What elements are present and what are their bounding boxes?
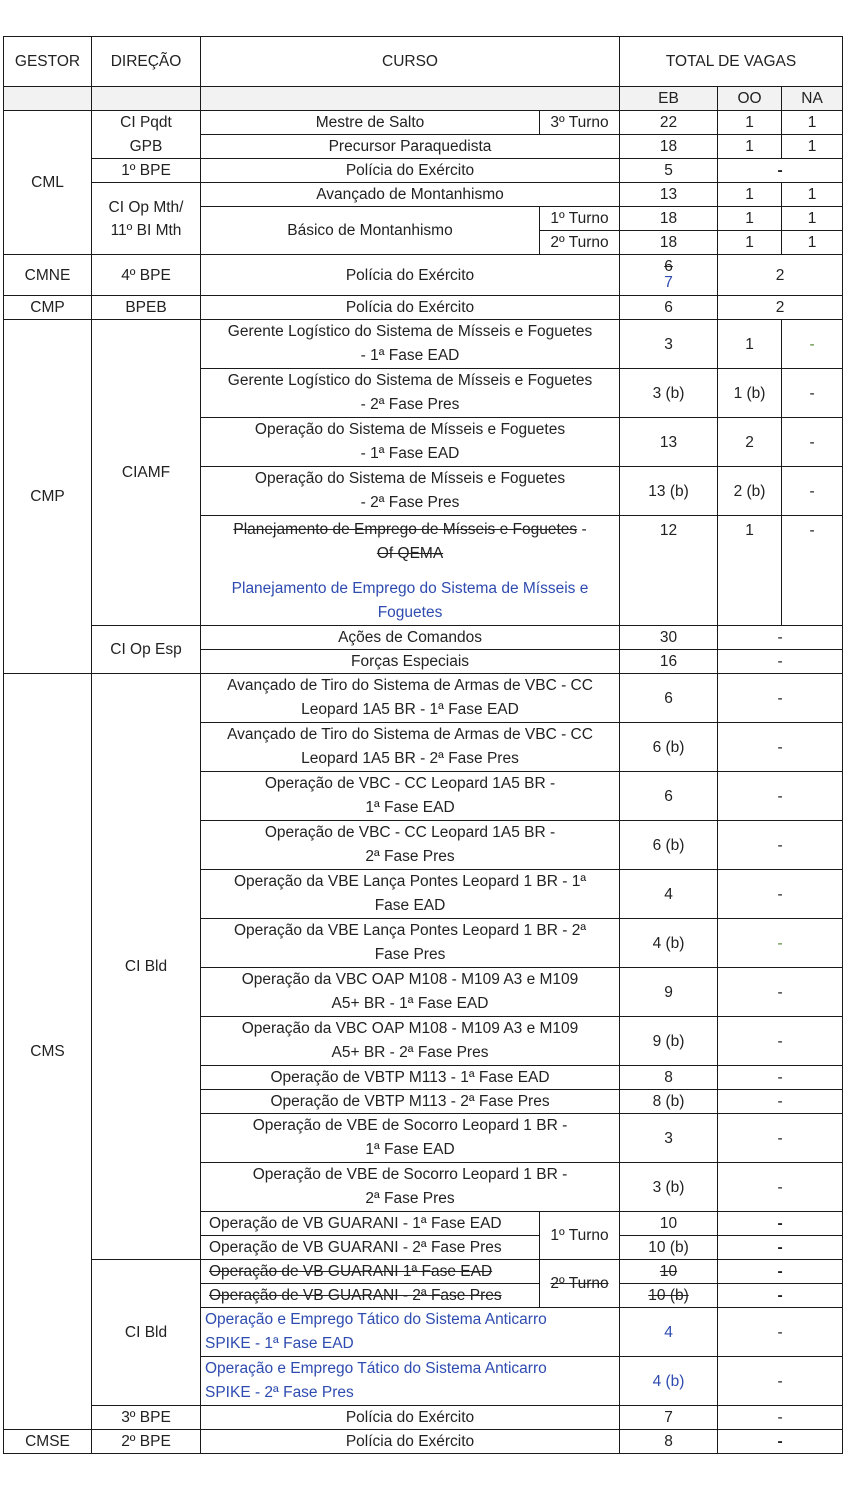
eb-cell: 22 bbox=[620, 111, 718, 135]
oo-na-cell: - bbox=[718, 772, 843, 821]
curso-line: 2ª Fase Pres bbox=[365, 1190, 455, 1207]
curso-cell bbox=[201, 1017, 620, 1066]
curso-cell bbox=[201, 674, 620, 723]
turno-cell: 2º Turno bbox=[540, 231, 620, 255]
curso-cell: Polícia do Exército bbox=[201, 1406, 620, 1430]
oo-cell: 1 bbox=[718, 231, 782, 255]
oo-na-cell: 2 bbox=[718, 296, 843, 320]
oo-na-cell: - bbox=[718, 1236, 843, 1260]
eb-cell: 10 bbox=[620, 1260, 718, 1284]
eb-cell: 8 bbox=[620, 1430, 718, 1454]
eb-cell: 6 (b) bbox=[620, 821, 718, 870]
curso-line: Fase EAD bbox=[374, 897, 446, 914]
curso-line: Avançado de Tiro do Sistema de Armas de VBC - CC bbox=[227, 677, 593, 694]
direcao-cell: CI Bld bbox=[92, 674, 201, 1260]
table-row bbox=[4, 1260, 843, 1284]
oo-na-cell: - bbox=[718, 1357, 843, 1406]
direcao-cell bbox=[92, 183, 201, 255]
oo-cell: 1 bbox=[718, 207, 782, 231]
eb-cell: 5 bbox=[620, 159, 718, 183]
eb-cell: 4 (b) bbox=[620, 1357, 718, 1406]
curso-cell bbox=[201, 919, 620, 968]
curso-line: Operação da VBC OAP M108 - M109 A3 e M109 bbox=[241, 971, 579, 988]
direcao-cell: GPB bbox=[92, 135, 201, 159]
curso-cell bbox=[201, 772, 620, 821]
direcao-cell: 4º BPE bbox=[92, 255, 201, 296]
eb-cell: 18 bbox=[620, 135, 718, 159]
eb-cell: 7 bbox=[620, 1406, 718, 1430]
curso-line: SPIKE - 2ª Fase Pres bbox=[205, 1384, 354, 1401]
direcao-cell: CI Bld bbox=[92, 1260, 201, 1406]
eb-cell: 9 bbox=[620, 968, 718, 1017]
na-cell: 1 bbox=[782, 183, 843, 207]
vacancies-table bbox=[3, 36, 843, 1454]
oo-na-cell: - bbox=[718, 1430, 843, 1454]
direcao-cell: CI Op Esp bbox=[92, 626, 201, 674]
na-cell: - bbox=[782, 516, 843, 626]
subheader-empty-direcao bbox=[92, 87, 201, 111]
eb-cell: 4 bbox=[620, 1308, 718, 1357]
curso-cell: Precursor Paraquedista bbox=[201, 135, 620, 159]
curso-cell: Operação de VB GUARANI 1ª Fase EAD bbox=[201, 1260, 540, 1284]
curso-line: SPIKE - 1ª Fase EAD bbox=[205, 1335, 354, 1352]
oo-na-cell: - bbox=[718, 1017, 843, 1066]
table-row bbox=[4, 255, 843, 296]
eb-new-value: 7 bbox=[664, 274, 673, 291]
direcao-cell: 3º BPE bbox=[92, 1406, 201, 1430]
oo-cell: 1 bbox=[718, 135, 782, 159]
oo-na-cell: - bbox=[718, 1308, 843, 1357]
oo-na-cell: - bbox=[718, 870, 843, 919]
new-course-line: Foguetes bbox=[377, 604, 443, 621]
na-cell: 1 bbox=[782, 231, 843, 255]
eb-cell: 4 (b) bbox=[620, 919, 718, 968]
eb-cell: 6 (b) bbox=[620, 723, 718, 772]
old-course-name: Planejamento de Emprego de Mísseis e Foguetes bbox=[233, 521, 578, 538]
curso-cell bbox=[201, 1357, 620, 1406]
curso-cell bbox=[201, 418, 620, 467]
eb-cell: 6 bbox=[620, 296, 718, 320]
header-oo: OO bbox=[718, 87, 782, 111]
curso-cell: Operação de VBTP M113 - 2ª Fase Pres bbox=[201, 1090, 620, 1114]
direcao-cell: BPEB bbox=[92, 296, 201, 320]
header-total-vagas: TOTAL DE VAGAS bbox=[620, 37, 843, 87]
curso-line: Operação de VBC - CC Leopard 1A5 BR - bbox=[264, 824, 556, 841]
curso-cell bbox=[201, 467, 620, 516]
oo-na-cell: - bbox=[718, 1114, 843, 1163]
curso-cell: Ações de Comandos bbox=[201, 626, 620, 650]
oo-cell: 1 (b) bbox=[718, 369, 782, 418]
eb-cell bbox=[620, 255, 718, 296]
turno-cell: 3º Turno bbox=[540, 111, 620, 135]
eb-cell: 3 bbox=[620, 320, 718, 369]
na-cell: 1 bbox=[782, 207, 843, 231]
gestor-cell: CMP bbox=[4, 296, 92, 320]
curso-cell: Polícia do Exército bbox=[201, 255, 620, 296]
direcao-cell: CIAMF bbox=[92, 320, 201, 626]
curso-line: Operação da VBC OAP M108 - M109 A3 e M109 bbox=[241, 1020, 579, 1037]
header-direcao: DIREÇÃO bbox=[92, 37, 201, 87]
subheader-row bbox=[4, 87, 843, 111]
oo-na-cell: - bbox=[718, 1212, 843, 1236]
oo-na-cell: - bbox=[718, 1260, 843, 1284]
eb-cell: 18 bbox=[620, 231, 718, 255]
table-row bbox=[4, 159, 843, 183]
oo-cell: 1 bbox=[718, 183, 782, 207]
curso-cell bbox=[201, 723, 620, 772]
curso-line: Operação da VBE Lança Pontes Leopard 1 BR - 1ª bbox=[233, 873, 587, 890]
table-row bbox=[4, 674, 843, 723]
curso-cell bbox=[201, 369, 620, 418]
curso-cell bbox=[201, 870, 620, 919]
subheader-empty-gestor bbox=[4, 87, 92, 111]
curso-line: Operação de VBE de Socorro Leopard 1 BR - bbox=[252, 1117, 568, 1134]
curso-line: Operação e Emprego Tático do Sistema Anticarro bbox=[205, 1360, 547, 1377]
eb-cell: 10 bbox=[620, 1212, 718, 1236]
header-eb: EB bbox=[620, 87, 718, 111]
curso-line: Gerente Logístico do Sistema de Mísseis e Foguetes bbox=[227, 323, 593, 340]
eb-cell: 13 (b) bbox=[620, 467, 718, 516]
direcao-line: 11º BI Mth bbox=[110, 221, 182, 239]
direcao-cell: CI Pqdt bbox=[92, 111, 201, 135]
oo-na-cell: - bbox=[718, 723, 843, 772]
curso-cell bbox=[201, 1308, 620, 1357]
eb-cell: 30 bbox=[620, 626, 718, 650]
turno-cell: 1º Turno bbox=[540, 207, 620, 231]
eb-cell: 16 bbox=[620, 650, 718, 674]
eb-cell: 4 bbox=[620, 870, 718, 919]
oo-na-cell: - bbox=[718, 1066, 843, 1090]
curso-cell: Polícia do Exército bbox=[201, 1430, 620, 1454]
curso-line: Leopard 1A5 BR - 1ª Fase EAD bbox=[301, 701, 519, 718]
turno-cell: 2º Turno bbox=[540, 1260, 620, 1308]
header-curso: CURSO bbox=[201, 37, 620, 87]
table-row bbox=[4, 1406, 843, 1430]
curso-cell: Polícia do Exército bbox=[201, 296, 620, 320]
na-cell: - bbox=[782, 418, 843, 467]
eb-cell: 9 (b) bbox=[620, 1017, 718, 1066]
curso-cell bbox=[201, 1163, 620, 1212]
eb-cell: 10 (b) bbox=[620, 1236, 718, 1260]
curso-cell: Polícia do Exército bbox=[201, 159, 620, 183]
eb-cell: 6 bbox=[620, 674, 718, 723]
oo-na-cell: - bbox=[718, 626, 843, 650]
table-row bbox=[4, 111, 843, 135]
table-row bbox=[4, 320, 843, 369]
curso-line: - 1ª Fase EAD bbox=[360, 347, 460, 364]
gestor-cell: CMS bbox=[4, 674, 92, 1430]
table-row bbox=[4, 626, 843, 650]
curso-line: Operação da VBE Lança Pontes Leopard 1 BR - 2ª bbox=[233, 922, 587, 939]
oo-na-cell: - bbox=[718, 650, 843, 674]
eb-cell: 8 (b) bbox=[620, 1090, 718, 1114]
curso-cell bbox=[201, 968, 620, 1017]
subheader-empty-curso bbox=[201, 87, 620, 111]
eb-old-value: 6 bbox=[664, 258, 673, 275]
curso-line: - 1ª Fase EAD bbox=[360, 445, 460, 462]
oo-na-cell: - bbox=[718, 968, 843, 1017]
curso-cell: Operação de VBTP M113 - 1ª Fase EAD bbox=[201, 1066, 620, 1090]
curso-cell bbox=[201, 1114, 620, 1163]
curso-line: Gerente Logístico do Sistema de Mísseis e Foguetes bbox=[227, 372, 593, 389]
eb-cell: 8 bbox=[620, 1066, 718, 1090]
direcao-cell: 2º BPE bbox=[92, 1430, 201, 1454]
curso-cell: Mestre de Salto bbox=[201, 111, 540, 135]
oo-cell: 1 bbox=[718, 320, 782, 369]
header-gestor: GESTOR bbox=[4, 37, 92, 87]
table-row bbox=[4, 296, 843, 320]
eb-cell: 18 bbox=[620, 207, 718, 231]
curso-line: - 2ª Fase Pres bbox=[360, 396, 460, 413]
curso-line: A5+ BR - 1ª Fase EAD bbox=[331, 995, 489, 1012]
header-na: NA bbox=[782, 87, 843, 111]
oo-na-cell: - bbox=[718, 919, 843, 968]
curso-cell: Básico de Montanhismo bbox=[201, 207, 540, 255]
table-row bbox=[4, 183, 843, 207]
curso-line bbox=[203, 518, 617, 542]
eb-cell: 12 bbox=[620, 516, 718, 626]
curso-line: Operação de VBE de Socorro Leopard 1 BR - bbox=[252, 1166, 568, 1183]
oo-cell: 2 (b) bbox=[718, 467, 782, 516]
oo-na-cell: - bbox=[718, 674, 843, 723]
curso-line: Operação do Sistema de Mísseis e Foguetes bbox=[254, 470, 566, 487]
gestor-cell: CMP bbox=[4, 320, 92, 674]
curso-line: Leopard 1A5 BR - 2ª Fase Pres bbox=[301, 750, 519, 767]
curso-cell: Operação de VB GUARANI - 2ª Fase Pres bbox=[201, 1236, 540, 1260]
oo-na-cell: - bbox=[718, 1163, 843, 1212]
eb-cell: 3 (b) bbox=[620, 1163, 718, 1212]
eb-cell: 6 bbox=[620, 772, 718, 821]
curso-line: - 2ª Fase Pres bbox=[360, 494, 460, 511]
na-cell: - bbox=[782, 320, 843, 369]
oo-na-cell: - bbox=[718, 821, 843, 870]
curso-cell bbox=[201, 320, 620, 369]
oo-na-cell: - bbox=[718, 159, 843, 183]
direcao-cell: 1º BPE bbox=[92, 159, 201, 183]
oo-na-cell: - bbox=[718, 1406, 843, 1430]
curso-cell: Operação de VB GUARANI - 2ª Fase Pres bbox=[201, 1284, 540, 1308]
table-row bbox=[4, 135, 843, 159]
oo-cell: 1 bbox=[718, 516, 782, 626]
gestor-cell: CMSE bbox=[4, 1430, 92, 1454]
oo-na-cell: 2 bbox=[718, 255, 843, 296]
eb-cell: 3 (b) bbox=[620, 369, 718, 418]
eb-cell: 3 bbox=[620, 1114, 718, 1163]
eb-cell: 10 (b) bbox=[620, 1284, 718, 1308]
curso-line: Operação do Sistema de Mísseis e Foguetes bbox=[254, 421, 566, 438]
curso-cell: Avançado de Montanhismo bbox=[201, 183, 620, 207]
oo-na-cell: - bbox=[718, 1090, 843, 1114]
gestor-cell: CML bbox=[4, 111, 92, 255]
eb-cell: 13 bbox=[620, 418, 718, 467]
old-course-suffix: Of QEMA bbox=[376, 545, 444, 562]
na-cell: 1 bbox=[782, 111, 843, 135]
curso-line: A5+ BR - 2ª Fase Pres bbox=[331, 1044, 489, 1061]
curso-line: 1ª Fase EAD bbox=[365, 1141, 455, 1158]
na-cell: 1 bbox=[782, 135, 843, 159]
curso-line: Operação de VBC - CC Leopard 1A5 BR - bbox=[264, 775, 556, 792]
table-row bbox=[4, 1430, 843, 1454]
curso-line: Operação e Emprego Tático do Sistema Anticarro bbox=[205, 1311, 547, 1328]
turno-cell: 1º Turno bbox=[540, 1212, 620, 1260]
direcao-line: CI Op Mth/ bbox=[108, 198, 184, 216]
curso-line: 2ª Fase Pres bbox=[365, 848, 455, 865]
oo-cell: 2 bbox=[718, 418, 782, 467]
na-cell: - bbox=[782, 467, 843, 516]
curso-line: 1ª Fase EAD bbox=[365, 799, 455, 816]
gestor-cell: CMNE bbox=[4, 255, 92, 296]
na-cell: - bbox=[782, 369, 843, 418]
new-course-line: Planejamento de Emprego do Sistema de Mísseis e bbox=[231, 580, 589, 597]
oo-na-cell: - bbox=[718, 1284, 843, 1308]
curso-cell bbox=[201, 516, 620, 626]
curso-line: Fase Pres bbox=[374, 946, 446, 963]
curso-cell: Forças Especiais bbox=[201, 650, 620, 674]
old-course-dash: - bbox=[577, 521, 587, 538]
curso-cell: Operação de VB GUARANI - 1ª Fase EAD bbox=[201, 1212, 540, 1236]
curso-line: Avançado de Tiro do Sistema de Armas de VBC - CC bbox=[227, 726, 593, 743]
curso-cell bbox=[201, 821, 620, 870]
vacancies-table-wrapper bbox=[3, 36, 843, 1454]
oo-cell: 1 bbox=[718, 111, 782, 135]
header-row bbox=[4, 37, 843, 87]
eb-cell: 13 bbox=[620, 183, 718, 207]
